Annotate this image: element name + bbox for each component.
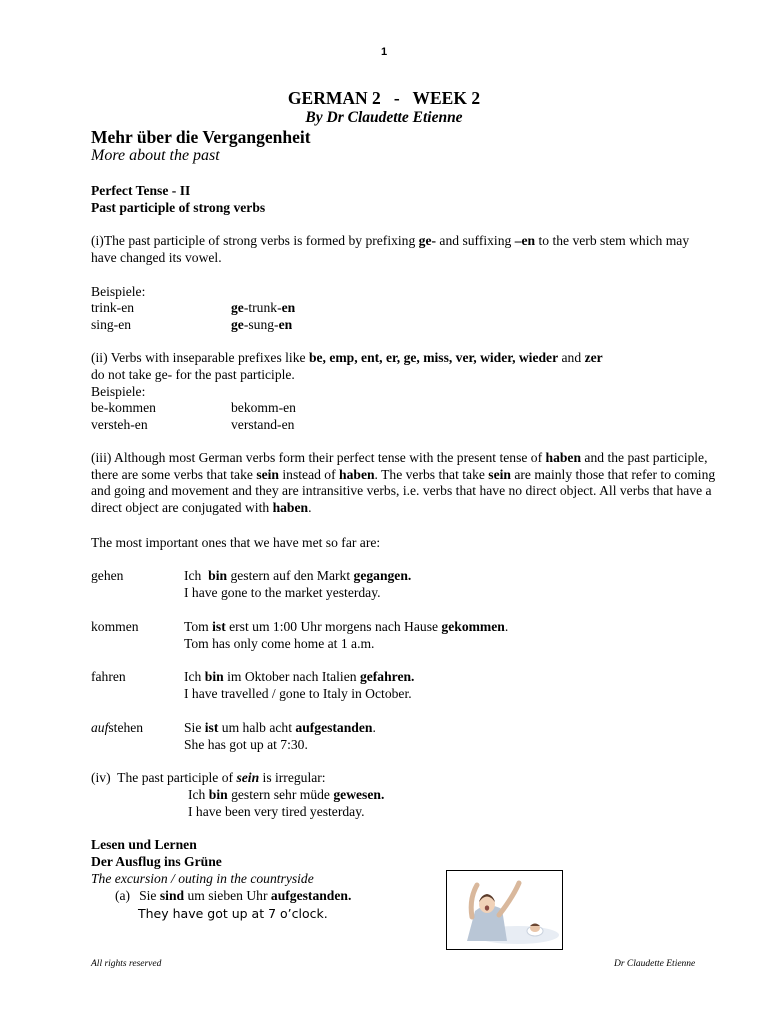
- footer-copyright: All rights reserved: [91, 959, 162, 969]
- verb-infinitive: fahren: [91, 669, 126, 684]
- important-verbs-intro: The most important ones that we have met so far are:: [91, 535, 381, 550]
- verb-infinitive: gehen: [91, 568, 124, 583]
- woman-stretching-in-bed-image: [447, 871, 562, 949]
- example-infinitive: be-kommen: [91, 400, 156, 415]
- verb-infinitive: aufstehen: [91, 720, 144, 735]
- example-infinitive: trink-en: [91, 300, 135, 315]
- reading-section-title: Lesen und Lernen: [91, 837, 197, 852]
- examples-label: Beispiele:: [91, 284, 146, 299]
- main-heading: Mehr über die Vergangenheit: [91, 127, 311, 147]
- verb-example-german: Ich bin gestern auf den Markt gegangen.: [184, 568, 412, 583]
- examples-label: Beispiele:: [91, 384, 146, 399]
- page-number: 1: [380, 46, 388, 58]
- reading-item-a-translation: They have got up at 7 o’clock.: [138, 906, 328, 921]
- verb-example-german: Sie ist um halb acht aufgestanden.: [184, 720, 376, 735]
- section-subtitle: Past participle of strong verbs: [91, 200, 266, 215]
- document-title: GERMAN 2 - WEEK 2: [287, 88, 481, 108]
- example-infinitive: sing-en: [91, 317, 132, 332]
- footer-author: Dr Claudette Etienne: [614, 959, 696, 969]
- paragraph-i: (i)The past participle of strong verbs is formed by prefixing ge- and suffixing –en to the verb stem which may have changed its vowel.: [91, 233, 690, 265]
- example-participle: ge-trunk-en: [231, 300, 296, 315]
- example-participle: bekomm-en: [231, 400, 296, 415]
- waking-up-illustration: [446, 870, 563, 950]
- paragraph-iv: (iv) The past participle of sein is irregular:: [91, 770, 326, 785]
- verb-example-english: She has got up at 7:30.: [184, 737, 308, 752]
- verb-example-english: I have travelled / gone to Italy in October.: [184, 686, 412, 701]
- example-infinitive: versteh-en: [91, 417, 148, 432]
- paragraph-ii: (ii) Verbs with inseparable prefixes like be, emp, ent, er, ge, miss, ver, wider, wieder and zer: [91, 350, 603, 365]
- reading-item-a: (a) Sie sind um sieben Uhr aufgestanden.: [115, 888, 352, 903]
- verb-infinitive: kommen: [91, 619, 139, 634]
- sein-example-english: I have been very tired yesterday.: [188, 804, 365, 819]
- paragraph-iii: (iii) Although most German verbs form their perfect tense with the present tense of haben and the past participle, there are some verbs that take sein instead of haben. The verbs that take sein are mainly those that refer to coming and going and movement and they are intransitive verbs, i.e. verbs that have no direct object. All verbs that have a direct object are conjugated with haben.: [91, 450, 716, 515]
- verb-example-german: Tom ist erst um 1:00 Uhr morgens nach Hause gekommen.: [184, 619, 509, 634]
- paragraph-ii-line2: do not take ge- for the past participle.: [91, 367, 295, 382]
- section-title: Perfect Tense - II: [91, 183, 191, 198]
- verb-example-german: Ich bin im Oktober nach Italien gefahren.: [184, 669, 415, 684]
- reading-story-subtitle: The excursion / outing in the countryside: [91, 871, 314, 886]
- example-participle: verstand-en: [231, 417, 295, 432]
- sein-example-german: Ich bin gestern sehr müde gewesen.: [188, 787, 385, 802]
- verb-example-english: Tom has only come home at 1 a.m.: [184, 636, 375, 651]
- verb-example-english: I have gone to the market yesterday.: [184, 585, 381, 600]
- reading-story-title: Der Ausflug ins Grüne: [91, 854, 222, 869]
- author-line: By Dr Claudette Etienne: [305, 109, 463, 126]
- main-subheading: More about the past: [91, 147, 220, 164]
- example-participle: ge-sung-en: [231, 317, 293, 332]
